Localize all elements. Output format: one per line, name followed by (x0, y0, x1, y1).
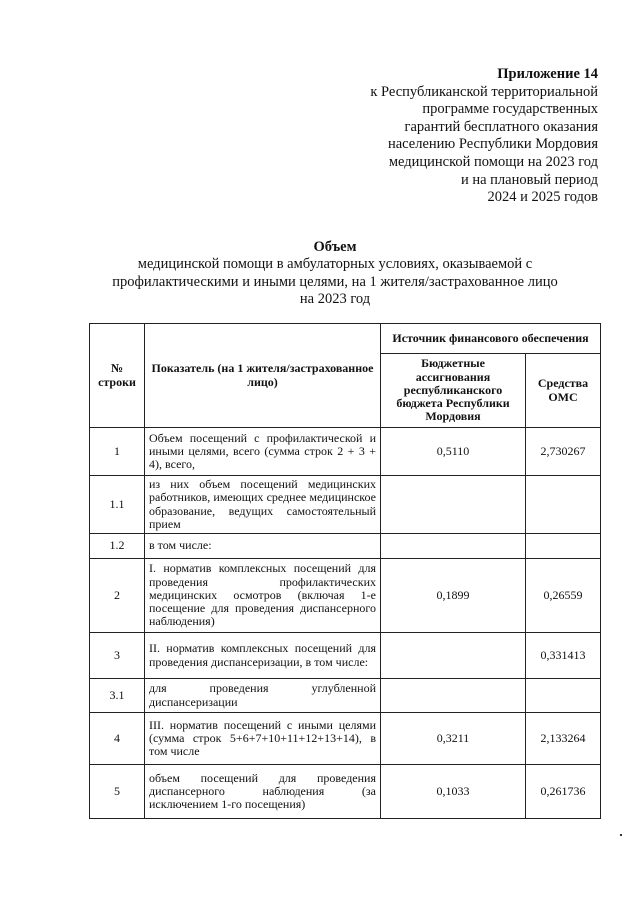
row-number: 2 (90, 559, 145, 633)
row-oms-value (526, 534, 601, 559)
row-budget-value: 0,3211 (381, 713, 526, 765)
row-indicator: I. норматив комплексных посещений для проведения профилактических медицинских осмотров (включая 1-е посещение для проведения диспансерного наблюдения) (145, 559, 381, 633)
title-line: медицинской помощи в амбулаторных условиях, оказываемой с (137, 256, 533, 273)
appendix-title: Приложение 14 (497, 66, 598, 82)
header-source: Источник финансового обеспечения (381, 324, 601, 354)
header-oms: Средства ОМС (526, 354, 601, 428)
row-budget-value (381, 679, 526, 713)
volume-table (89, 323, 601, 819)
header-row (90, 324, 601, 354)
document-title (90, 239, 580, 309)
appendix-line: 2024 и 2025 годов (487, 189, 598, 206)
header-row-no: № строки (90, 324, 145, 428)
table-row (90, 679, 601, 713)
row-budget-value (381, 633, 526, 679)
row-number: 1.2 (90, 534, 145, 559)
row-number: 3.1 (90, 679, 145, 713)
row-budget-value: 0,1899 (381, 559, 526, 633)
row-indicator: из них объем посещений медицинских работников, имеющих среднее медицинское образование, ведущих самостоятельный прием (145, 476, 381, 534)
table-row (90, 559, 601, 633)
row-number: 4 (90, 713, 145, 765)
appendix-line: и на плановый период (460, 171, 598, 188)
appendix-line: гарантий бесплатного оказания (404, 118, 598, 135)
appendix-line: населению Республики Мордовия (387, 136, 598, 153)
appendix-line: к Республиканской территориальной (370, 83, 598, 100)
title-heading: Объем (313, 239, 357, 255)
row-indicator: в том числе: (145, 534, 381, 559)
row-indicator: II. норматив комплексных посещений для проведения диспансеризации, в том числе: (145, 633, 381, 679)
row-budget-value (381, 534, 526, 559)
appendix-block (370, 66, 598, 207)
header-indicator: Показатель (на 1 жителя/застрахованное лицо) (145, 324, 381, 428)
row-number: 1 (90, 428, 145, 476)
row-oms-value (526, 679, 601, 713)
appendix-line: медицинской помощи на 2023 год (388, 153, 598, 170)
row-number: 5 (90, 765, 145, 819)
row-number: 3 (90, 633, 145, 679)
row-oms-value (526, 476, 601, 534)
table-row (90, 476, 601, 534)
appendix-line: программе государственных (422, 101, 598, 118)
title-line: на 2023 год (299, 291, 371, 308)
row-indicator: Объем посещений с профилактической и иными целями, всего (сумма строк 2 + 3 + 4), всего, (145, 428, 381, 476)
row-oms-value: 0,261736 (526, 765, 601, 819)
row-oms-value: 2,730267 (526, 428, 601, 476)
scan-speck (620, 834, 622, 836)
row-oms-value: 0,331413 (526, 633, 601, 679)
table-row (90, 713, 601, 765)
row-indicator: для проведения углубленной диспансеризации (145, 679, 381, 713)
row-number: 1.1 (90, 476, 145, 534)
table-row (90, 765, 601, 819)
table-row (90, 534, 601, 559)
row-indicator: объем посещений для проведения диспансерного наблюдения (за исключением 1-го посещения) (145, 765, 381, 819)
row-indicator: III. норматив посещений с иными целями (сумма строк 5+6+7+10+11+12+13+14), в том числе (145, 713, 381, 765)
row-budget-value: 0,1033 (381, 765, 526, 819)
table-row (90, 428, 601, 476)
header-budget: Бюджетные ассигнования республиканского бюджета Республики Мордовия (381, 354, 526, 428)
row-budget-value: 0,5110 (381, 428, 526, 476)
row-oms-value: 2,133264 (526, 713, 601, 765)
title-line: профилактическими и иными целями, на 1 жителя/застрахованное лицо (112, 273, 558, 290)
row-oms-value: 0,26559 (526, 559, 601, 633)
row-budget-value (381, 476, 526, 534)
table-row (90, 633, 601, 679)
